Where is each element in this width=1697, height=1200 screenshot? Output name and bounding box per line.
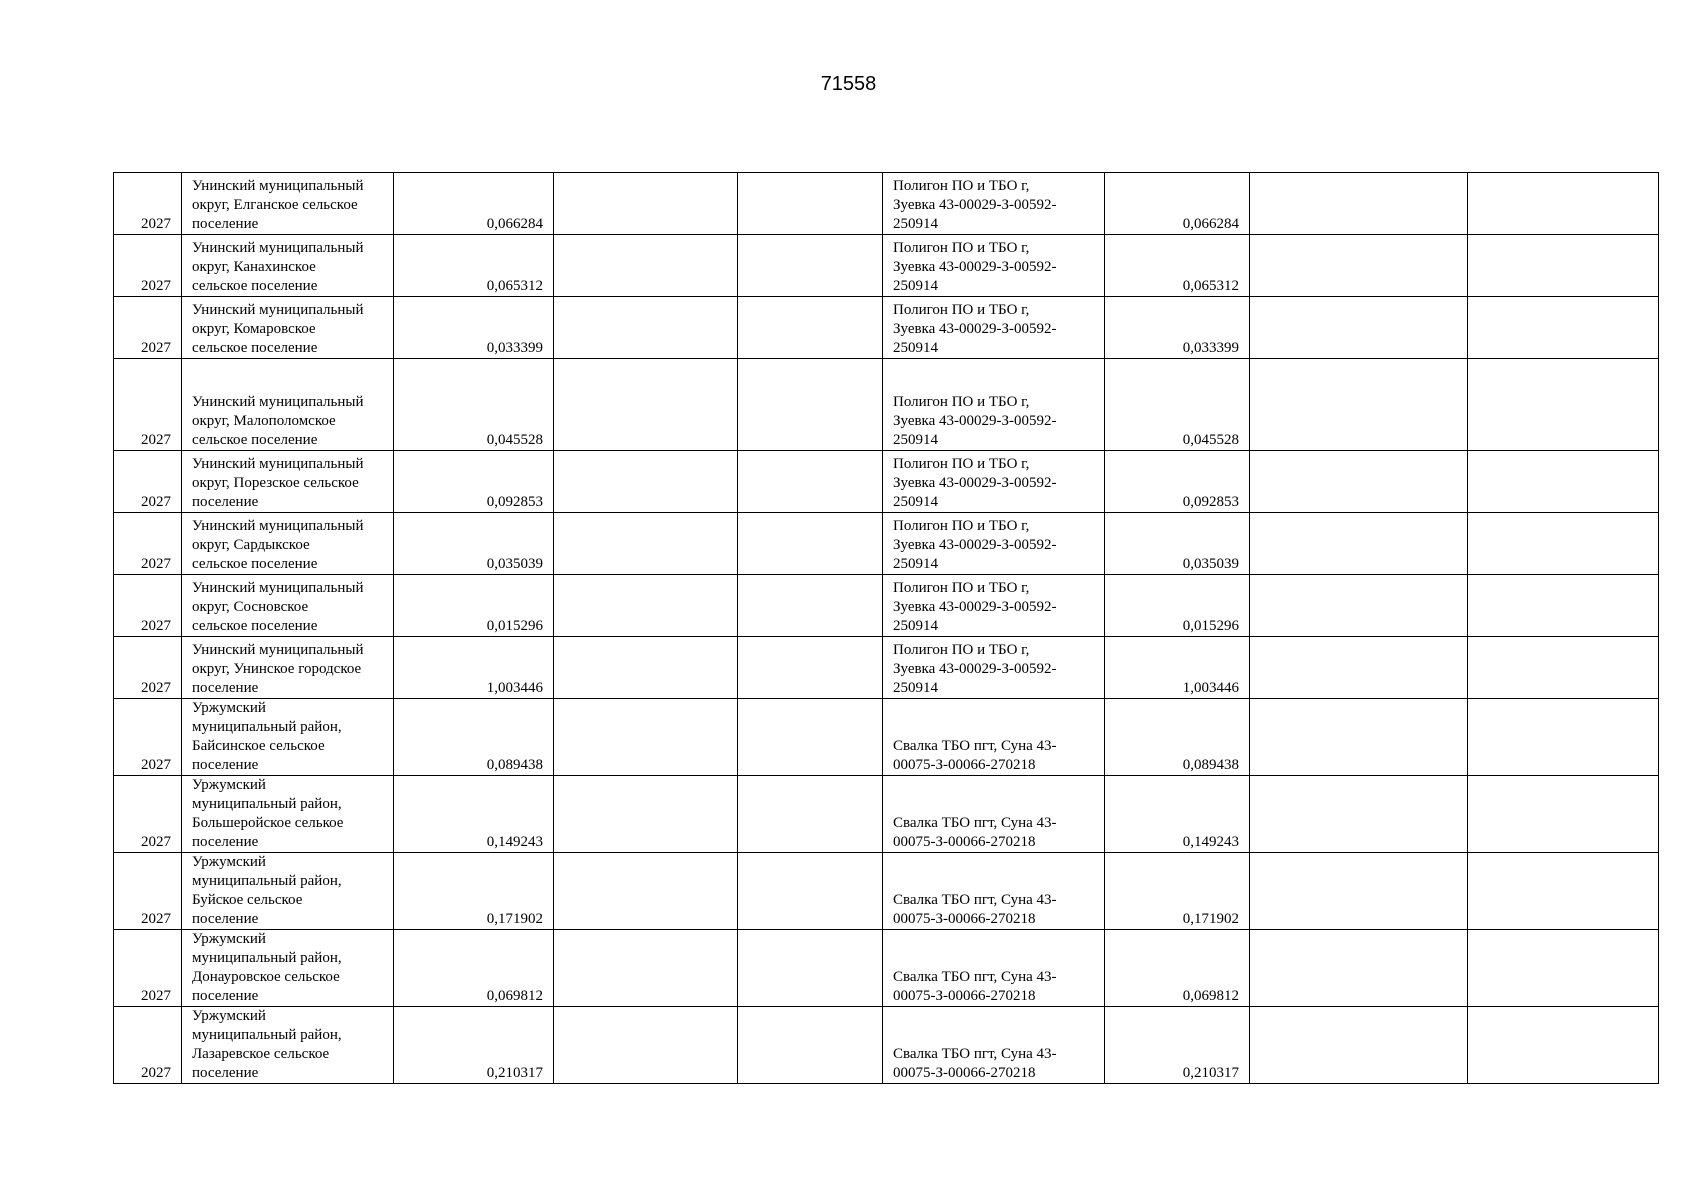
territory-cell [182, 235, 394, 297]
table-row [114, 930, 1659, 1007]
table-row [114, 853, 1659, 930]
facility-volume-cell: 1,003446 [1105, 637, 1250, 699]
empty-cell [1468, 359, 1659, 451]
facility-text: Полигон ПО и ТБО г, Зуевка 43-00029-З-00592- 250914 [893, 642, 1057, 696]
empty-cell [1468, 1007, 1659, 1084]
year-cell: 2027 [114, 513, 182, 575]
volume-cell: 0,065312 [394, 235, 554, 297]
empty-cell [1250, 699, 1468, 776]
page-number: 71558 [820, 73, 877, 95]
territory-text: Унинский муниципальный округ, Порезское сельское поселение [192, 456, 364, 510]
empty-cell [554, 699, 738, 776]
facility-cell [883, 1007, 1105, 1084]
table-row [114, 575, 1659, 637]
empty-cell [1468, 853, 1659, 930]
table-row [114, 451, 1659, 513]
volume-cell: 0,149243 [394, 776, 554, 853]
facility-volume-cell: 0,210317 [1105, 1007, 1250, 1084]
empty-cell [554, 235, 738, 297]
facility-volume-cell: 0,089438 [1105, 699, 1250, 776]
volume-cell: 0,045528 [394, 359, 554, 451]
empty-cell [1250, 575, 1468, 637]
facility-text: Свалка ТБО пгт, Суна 43- 00075-З-00066-270218 [893, 1046, 1057, 1081]
empty-cell [738, 637, 883, 699]
facility-volume-cell: 0,092853 [1105, 451, 1250, 513]
empty-cell [1468, 699, 1659, 776]
volume-cell: 0,066284 [394, 173, 554, 235]
empty-cell [1250, 1007, 1468, 1084]
facility-cell [883, 359, 1105, 451]
empty-cell [738, 235, 883, 297]
facility-cell [883, 699, 1105, 776]
territory-cell [182, 359, 394, 451]
facility-cell [883, 930, 1105, 1007]
table-row [114, 297, 1659, 359]
facility-text: Полигон ПО и ТБО г, Зуевка 43-00029-З-00592- 250914 [893, 580, 1057, 634]
territory-text: Унинский муниципальный округ, Малополомское сельское поселение [192, 394, 364, 448]
empty-cell [738, 173, 883, 235]
empty-cell [1250, 359, 1468, 451]
empty-cell [1468, 776, 1659, 853]
facility-volume-cell: 0,015296 [1105, 575, 1250, 637]
facility-text: Свалка ТБО пгт, Суна 43- 00075-З-00066-270218 [893, 969, 1057, 1004]
empty-cell [554, 173, 738, 235]
territory-cell [182, 513, 394, 575]
volume-cell: 0,092853 [394, 451, 554, 513]
territory-cell [182, 637, 394, 699]
year-cell: 2027 [114, 451, 182, 513]
territory-cell [182, 451, 394, 513]
empty-cell [738, 776, 883, 853]
empty-cell [738, 699, 883, 776]
territory-cell [182, 297, 394, 359]
volume-cell: 0,089438 [394, 699, 554, 776]
empty-cell [1250, 930, 1468, 1007]
empty-cell [1250, 637, 1468, 699]
territory-text: Уржумский муниципальный район, Донауровское сельское поселение [192, 931, 342, 1004]
facility-text: Полигон ПО и ТБО г, Зуевка 43-00029-З-00592- 250914 [893, 178, 1057, 232]
volume-cell: 0,171902 [394, 853, 554, 930]
empty-cell [554, 513, 738, 575]
empty-cell [554, 575, 738, 637]
table-row [114, 359, 1659, 451]
empty-cell [738, 359, 883, 451]
empty-cell [554, 776, 738, 853]
empty-cell [1468, 513, 1659, 575]
facility-text: Полигон ПО и ТБО г, Зуевка 43-00029-З-00592- 250914 [893, 302, 1057, 356]
empty-cell [554, 930, 738, 1007]
facility-cell [883, 513, 1105, 575]
table-row [114, 235, 1659, 297]
facility-cell [883, 451, 1105, 513]
facility-cell [883, 776, 1105, 853]
territory-text: Уржумский муниципальный район, Буйское сельское поселение [192, 854, 342, 927]
year-cell: 2027 [114, 173, 182, 235]
territory-cell [182, 776, 394, 853]
empty-cell [1468, 575, 1659, 637]
facility-volume-cell: 0,171902 [1105, 853, 1250, 930]
empty-cell [738, 1007, 883, 1084]
volume-cell: 0,210317 [394, 1007, 554, 1084]
year-cell: 2027 [114, 235, 182, 297]
empty-cell [1250, 451, 1468, 513]
facility-text: Свалка ТБО пгт, Суна 43- 00075-З-00066-270218 [893, 738, 1057, 773]
year-cell: 2027 [114, 359, 182, 451]
table-row [114, 1007, 1659, 1084]
territory-cell [182, 930, 394, 1007]
volume-cell: 0,033399 [394, 297, 554, 359]
empty-cell [554, 297, 738, 359]
year-cell: 2027 [114, 699, 182, 776]
facility-cell [883, 235, 1105, 297]
territory-cell [182, 853, 394, 930]
empty-cell [738, 930, 883, 1007]
empty-cell [554, 451, 738, 513]
empty-cell [1250, 776, 1468, 853]
facility-text: Полигон ПО и ТБО г, Зуевка 43-00029-З-00592- 250914 [893, 394, 1057, 448]
facility-cell [883, 637, 1105, 699]
empty-cell [1250, 173, 1468, 235]
facility-volume-cell: 0,033399 [1105, 297, 1250, 359]
facility-volume-cell: 0,066284 [1105, 173, 1250, 235]
volume-cell: 0,069812 [394, 930, 554, 1007]
table-row [114, 513, 1659, 575]
territory-text: Уржумский муниципальный район, Байсинское сельское поселение [192, 700, 342, 773]
empty-cell [554, 637, 738, 699]
empty-cell [554, 359, 738, 451]
empty-cell [1468, 930, 1659, 1007]
year-cell: 2027 [114, 637, 182, 699]
empty-cell [1468, 637, 1659, 699]
year-cell: 2027 [114, 930, 182, 1007]
territory-text: Унинский муниципальный округ, Канахинское сельское поселение [192, 240, 364, 294]
empty-cell [1250, 513, 1468, 575]
empty-cell [1250, 297, 1468, 359]
empty-cell [1250, 853, 1468, 930]
territory-text: Унинский муниципальный округ, Сардыкское сельское поселение [192, 518, 364, 572]
territory-text: Уржумский муниципальный район, Лазаревское сельское поселение [192, 1008, 342, 1081]
table-row [114, 173, 1659, 235]
empty-cell [738, 513, 883, 575]
empty-cell [738, 451, 883, 513]
volume-cell: 0,015296 [394, 575, 554, 637]
facility-text: Полигон ПО и ТБО г, Зуевка 43-00029-З-00592- 250914 [893, 456, 1057, 510]
territory-text: Унинский муниципальный округ, Сосновское сельское поселение [192, 580, 364, 634]
year-cell: 2027 [114, 776, 182, 853]
table-row [114, 699, 1659, 776]
territory-text: Унинский муниципальный округ, Комаровское сельское поселение [192, 302, 364, 356]
year-cell: 2027 [114, 853, 182, 930]
empty-cell [738, 575, 883, 637]
facility-text: Полигон ПО и ТБО г, Зуевка 43-00029-З-00592- 250914 [893, 518, 1057, 572]
table-row [114, 637, 1659, 699]
data-table [113, 172, 1659, 1084]
facility-cell [883, 575, 1105, 637]
territory-cell [182, 173, 394, 235]
facility-volume-cell: 0,069812 [1105, 930, 1250, 1007]
territory-cell [182, 575, 394, 637]
facility-cell [883, 173, 1105, 235]
year-cell: 2027 [114, 575, 182, 637]
territory-text: Унинский муниципальный округ, Елганское сельское поселение [192, 178, 364, 232]
empty-cell [1468, 235, 1659, 297]
facility-volume-cell: 0,149243 [1105, 776, 1250, 853]
facility-cell [883, 297, 1105, 359]
empty-cell [738, 297, 883, 359]
facility-cell [883, 853, 1105, 930]
volume-cell: 0,035039 [394, 513, 554, 575]
empty-cell [1468, 451, 1659, 513]
empty-cell [554, 1007, 738, 1084]
facility-volume-cell: 0,045528 [1105, 359, 1250, 451]
volume-cell: 1,003446 [394, 637, 554, 699]
territory-text: Уржумский муниципальный район, Большеройское селькое поселение [192, 777, 344, 850]
empty-cell [1250, 235, 1468, 297]
table-row [114, 776, 1659, 853]
facility-text: Свалка ТБО пгт, Суна 43- 00075-З-00066-270218 [893, 815, 1057, 850]
year-cell: 2027 [114, 297, 182, 359]
empty-cell [738, 853, 883, 930]
facility-volume-cell: 0,065312 [1105, 235, 1250, 297]
facility-text: Полигон ПО и ТБО г, Зуевка 43-00029-З-00592- 250914 [893, 240, 1057, 294]
territory-text: Унинский муниципальный округ, Унинское городское поселение [192, 642, 364, 696]
empty-cell [1468, 173, 1659, 235]
facility-text: Свалка ТБО пгт, Суна 43- 00075-З-00066-270218 [893, 892, 1057, 927]
territory-cell [182, 699, 394, 776]
year-cell: 2027 [114, 1007, 182, 1084]
territory-cell [182, 1007, 394, 1084]
empty-cell [1468, 297, 1659, 359]
empty-cell [554, 853, 738, 930]
facility-volume-cell: 0,035039 [1105, 513, 1250, 575]
